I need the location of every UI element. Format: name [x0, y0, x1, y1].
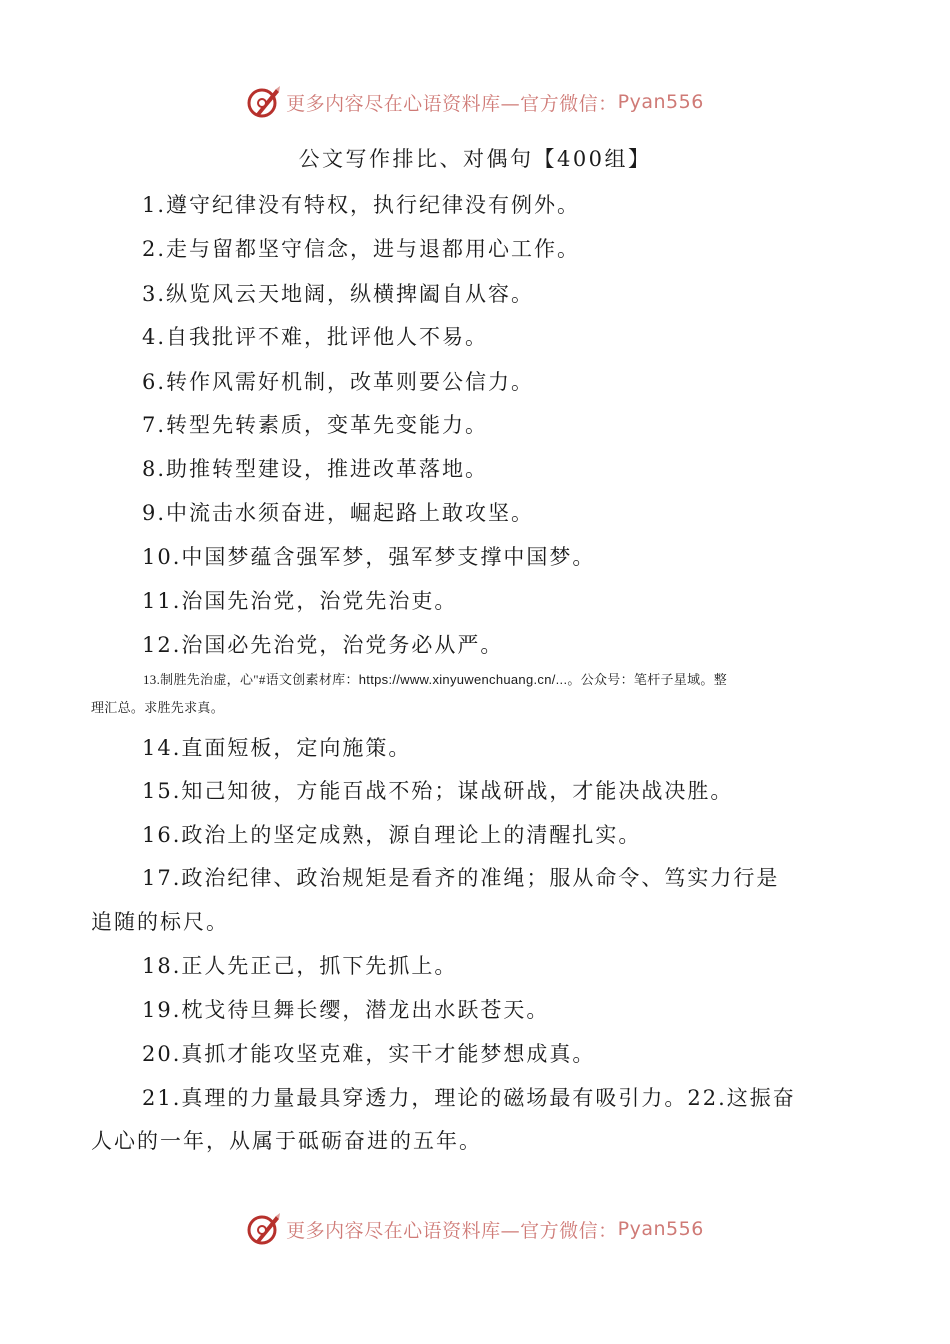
header-banner [0, 80, 950, 124]
quill-pen-logo-icon [246, 1211, 282, 1247]
list-item: 1.遵守纪律没有特权，执行纪律没有例外。 [142, 193, 581, 217]
note-text-b: 。公众号：笔杆子星域。整 [567, 672, 727, 687]
banner-wechat-id: Pyan556 [617, 1218, 704, 1240]
banner-text: 更多内容尽在心语资料库—官方微信： [286, 92, 618, 115]
list-item: 20.真抓才能攻坚克难，实干才能梦想成真。 [142, 1042, 596, 1066]
list-item: 7.转型先转素质，变革先变能力。 [142, 413, 489, 437]
list-item-cont: 追随的标尺。 [91, 910, 229, 934]
list-item: 10.中国梦蕴含强军梦，强军梦支撑中国梦。 [142, 545, 596, 569]
list-item: 3.纵览风云天地阔，纵横捭阖自从容。 [142, 282, 535, 306]
list-item: 16.政治上的坚定成熟，源自理论上的清醒扎实。 [142, 823, 642, 847]
list-item: 6.转作风需好机制，改革则要公信力。 [142, 370, 535, 394]
note-text-a: 13.制胜先治虚，心"#语文创素材库： [143, 672, 359, 687]
list-item: 8.助推转型建设，推进改革落地。 [142, 457, 489, 481]
list-item: 4.自我批评不难，批评他人不易。 [142, 325, 489, 349]
banner-wechat-id: Pyan556 [617, 91, 704, 113]
list-item: 15.知己知彼，方能百战不殆；谋战研战，才能决战决胜。 [142, 779, 734, 803]
footer-banner [0, 1207, 950, 1251]
note-url: https://www.xinyuwenchuang.cn/... [358, 672, 568, 687]
list-item: 18.正人先正己，抓下先抓上。 [142, 954, 458, 978]
list-item: 9.中流击水须奋进，崛起路上敢攻坚。 [142, 501, 535, 525]
list-item: 17.政治纪律、政治规矩是看齐的准绳；服从命令、笃实力行是 [142, 866, 780, 890]
list-item-13 [143, 669, 727, 688]
list-item: 21.真理的力量最具穿透力，理论的磁场最有吸引力。22.这振奋 [142, 1086, 796, 1110]
document-title: 公文写作排比、对偶句【400组】 [298, 147, 652, 171]
list-item: 14.直面短板，定向施策。 [142, 736, 412, 760]
list-item-cont: 人心的一年，从属于砥砺奋进的五年。 [91, 1129, 482, 1153]
list-item: 12.治国必先治党，治党务必从严。 [142, 633, 504, 657]
list-item-13-cont: 理汇总。求胜先求真。 [91, 700, 225, 715]
list-item: 2.走与留都坚守信念，进与退都用心工作。 [142, 237, 581, 261]
list-item: 11.治国先治党，治党先治吏。 [142, 589, 458, 613]
list-item: 19.枕戈待旦舞长缨，潜龙出水跃苍天。 [142, 998, 550, 1022]
quill-pen-logo-icon [246, 84, 282, 120]
banner-text: 更多内容尽在心语资料库—官方微信： [286, 1219, 618, 1242]
